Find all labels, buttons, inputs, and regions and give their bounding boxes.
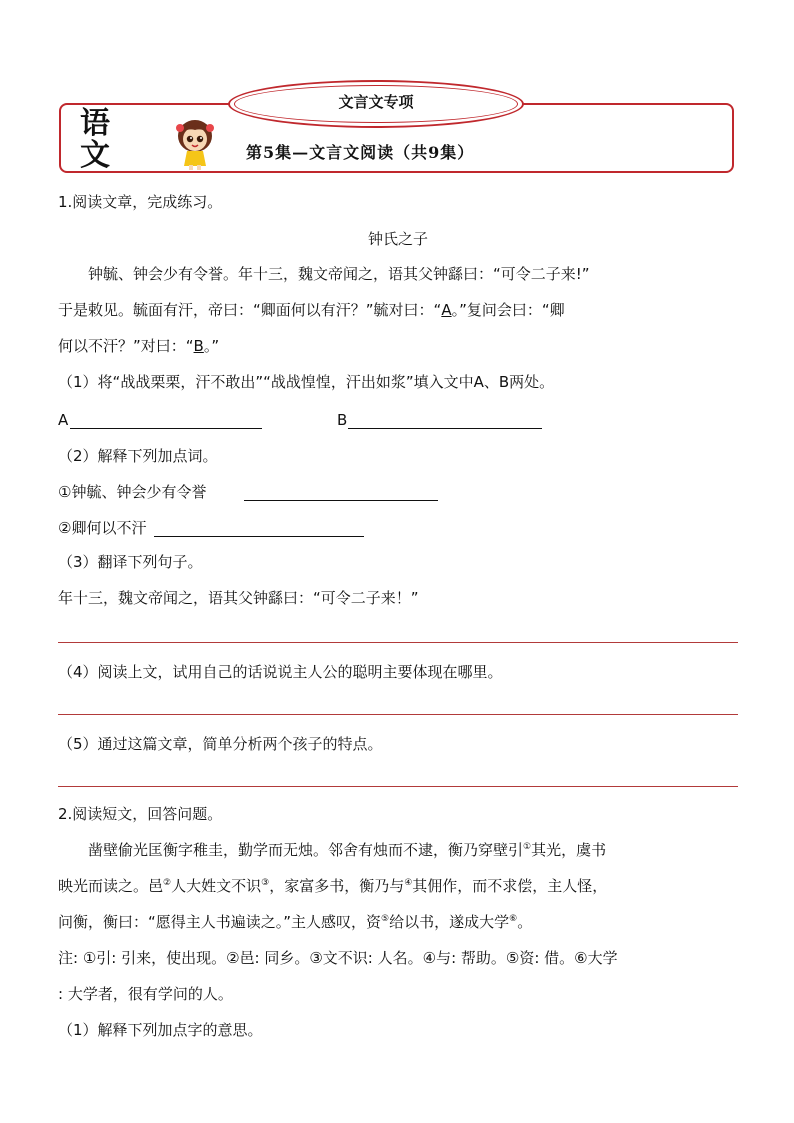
q1-sub1: （1）将“战战栗栗，汗不敢出”“战战惶惶，汗出如浆”填入文中A、B两处。 <box>58 373 555 391</box>
q2-prompt: 2.阅读短文，回答问题。 <box>58 805 223 823</box>
sub2-item-1: ①钟毓、钟会少有令誉 <box>58 483 207 501</box>
subject-char-1: 语 <box>80 106 110 141</box>
passage-line-2-a: 于是敕见。毓面有汗，帝曰：“卿面何以有汗？”毓对曰：“ <box>58 301 442 319</box>
note-ref-1: ① <box>523 842 532 852</box>
q2-passage-line-1 <box>88 840 606 860</box>
note-ref-2: ② <box>163 878 172 888</box>
q1-sub5: （5）通过这篇文章，简单分析两个孩子的特点。 <box>58 735 383 753</box>
q2-line-1-b: 其光，虞书 <box>531 841 607 859</box>
sub3-answer-line[interactable] <box>58 642 738 643</box>
q2-line-2-a: 映光而读之。邑 <box>58 877 164 895</box>
answer-a-blank[interactable] <box>70 428 262 429</box>
note-ref-5: ⑤ <box>381 914 390 924</box>
note-ref-3: ③ <box>261 878 270 888</box>
subject-label <box>80 108 116 172</box>
note-ref-4: ④ <box>404 878 413 888</box>
blank-marker-b: B <box>193 337 204 355</box>
q1-sub2: （2）解释下列加点词。 <box>58 447 218 465</box>
sub2-item-2: ②卿何以不汗 <box>58 519 147 537</box>
passage-title: 钟氏之子 <box>367 230 428 248</box>
topic-title: 文言文专项 <box>338 93 414 111</box>
passage-line-3 <box>58 336 219 356</box>
sub2-item-1-blank[interactable] <box>244 500 438 501</box>
q2-passage-line-2 <box>58 876 607 896</box>
answer-b-label: B <box>337 411 348 429</box>
answer-b-blank[interactable] <box>348 428 542 429</box>
q2-sub1: （1）解释下列加点字的意思。 <box>58 1021 263 1039</box>
subject-char-2: 文 <box>80 138 110 173</box>
q2-line-3-a: 问衡，衡曰：“愿得主人书遍读之。”主人感叹，资 <box>58 913 382 931</box>
cartoon-girl-icon <box>170 118 220 170</box>
q2-line-2-c: ，家富多书，衡乃与 <box>269 877 405 895</box>
sub3-sentence: 年十三，魏文帝闻之，语其父钟繇曰：“可令二子来！” <box>58 589 419 607</box>
q2-notes-line-1: 注: ①引: 引来，使出现。②邑: 同乡。③文不识: 人名。④与: 帮助。⑤资: 借。⑥大学 <box>58 949 618 967</box>
passage-line-3-a: 何以不汗？”对曰：“ <box>58 337 194 355</box>
q1-sub3: （3）翻译下列句子。 <box>58 553 203 571</box>
note-ref-6: ⑥ <box>509 914 518 924</box>
q1-sub4: （4）阅读上文，试用自己的话说说主人公的聪明主要体现在哪里。 <box>58 663 503 681</box>
header-subtitle: 第5集—文言文阅读（共9集） <box>246 143 475 162</box>
q2-passage-line-3 <box>58 912 532 932</box>
answer-a-label: A <box>58 411 69 429</box>
passage-line-1: 钟毓、钟会少有令誉。年十三，魏文帝闻之，语其父钟繇曰：“可令二子来!” <box>88 265 590 283</box>
q2-notes-line-2: : 大学者，很有学问的人。 <box>58 985 233 1003</box>
sub5-answer-line[interactable] <box>58 786 738 787</box>
passage-line-2 <box>58 300 565 320</box>
q2-line-2-b: 人大姓文不识 <box>171 877 262 895</box>
blank-marker-a: A <box>441 301 452 319</box>
passage-line-2-b: 。”复问会曰：“卿 <box>451 301 565 319</box>
sub4-answer-line[interactable] <box>58 714 738 715</box>
q2-line-1-a: 凿壁偷光匡衡字稚圭，勤学而无烛。邻舍有烛而不逮，衡乃穿壁引 <box>88 841 524 859</box>
passage-line-3-b: 。” <box>203 337 220 355</box>
sub2-item-2-blank[interactable] <box>154 536 364 537</box>
q2-line-2-d: 其佣作，而不求偿，主人怪， <box>412 877 608 895</box>
q2-line-3-c: 。 <box>517 913 533 931</box>
q2-line-3-b: 给以书，遂成大学 <box>389 913 510 931</box>
q1-prompt: 1.阅读文章，完成练习。 <box>58 193 223 211</box>
